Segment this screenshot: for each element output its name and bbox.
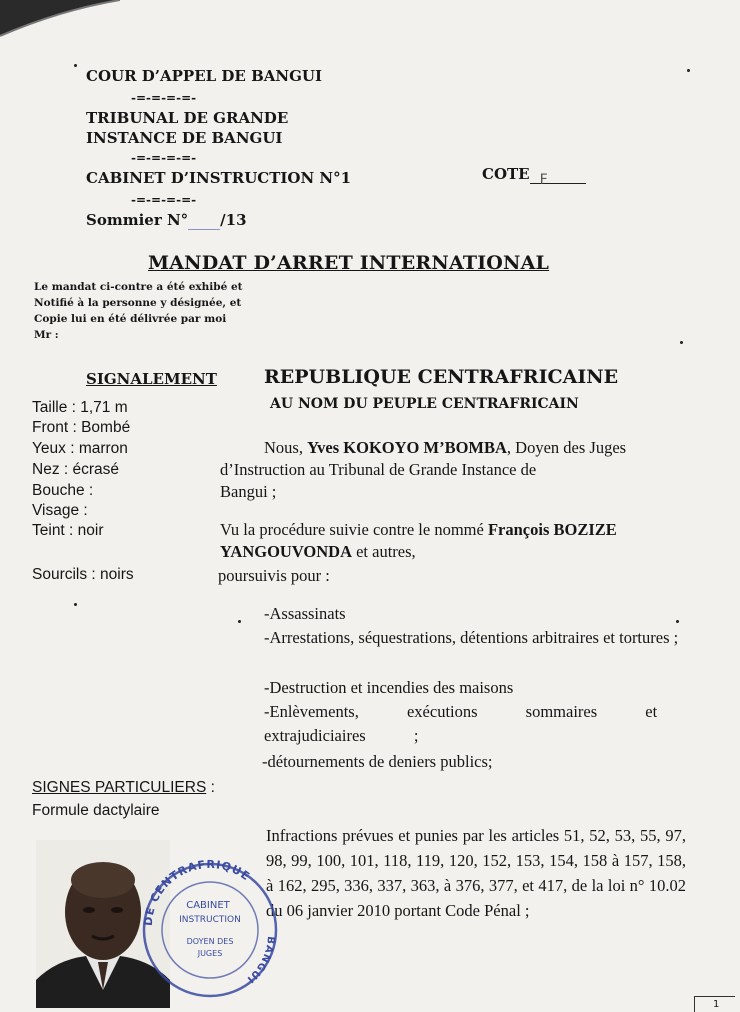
- scan-speck: [74, 64, 77, 67]
- tribunal-line1: TRIBUNAL DE GRANDE: [86, 109, 289, 127]
- notice-line1: Le mandat ci-contre a été exhibé et: [34, 281, 243, 293]
- svg-text:BANGUI: [244, 936, 276, 986]
- body-nous: [264, 436, 626, 460]
- infractions-paragraph: Infractions prévues et punies par les articles 51, 52, 53, 55, 97, 98, 99, 100, 101, 118, 119, 120, 152, 153, 154, 158 à 157, 158, à 162, 295, 336, 337, 363, à 376, 377, et 417, de la loi n° 10.02 du 06 janvier 2010 portant Code Pénal ;: [266, 826, 686, 920]
- scan-corner-shadow: [0, 0, 120, 40]
- charge-item: -Enlèvements, exécutions sommaires et extrajudiciaires ;: [264, 702, 658, 745]
- stamp-line4: JUGES: [197, 949, 223, 958]
- poursuivis: poursuivis pour :: [218, 566, 330, 585]
- body-line2: d’Instruction au Tribunal de Grande Instance de: [220, 460, 537, 479]
- sourcils: Sourcils : noirs: [32, 566, 134, 583]
- signes-label: SIGNES PARTICULIERS: [32, 779, 207, 796]
- sommier-blank: [188, 215, 220, 230]
- cabinet-instruction: CABINET D’INSTRUCTION N°1: [86, 169, 352, 187]
- accused-suffix: et autres,: [351, 542, 416, 561]
- official-stamp: [132, 846, 282, 1006]
- charge-item: -détournements de deniers publics;: [262, 752, 493, 771]
- scan-speck: [676, 620, 679, 623]
- signalement-heading: SIGNALEMENT: [86, 370, 217, 388]
- stamp-ring-top: DE CENTRAFRIQUE: [141, 857, 253, 927]
- cote-label: COTE: [482, 165, 530, 183]
- tribunal-line2: INSTANCE DE BANGUI: [86, 129, 283, 147]
- signes-heading: [32, 778, 215, 798]
- scan-speck: [74, 603, 77, 606]
- taille: Taille : 1,71 m: [32, 399, 128, 416]
- notice-line2: Notifié à la personne y désignée, et: [34, 297, 242, 309]
- sommier: [86, 210, 247, 230]
- stamp-ring-bottom: BANGUI: [244, 935, 277, 986]
- separator: -=-=-=-=-: [131, 151, 197, 165]
- page-number-box: [694, 996, 735, 1012]
- front: Front : Bombé: [32, 419, 131, 436]
- peuple-heading: AU NOM DU PEUPLE CENTRAFRICAIN: [270, 396, 579, 412]
- charge-item: -Destruction et incendies des maisons: [264, 678, 514, 697]
- cote: [482, 164, 586, 188]
- visage: Visage :: [32, 502, 88, 519]
- page-number: 1: [713, 999, 720, 1010]
- formule-dactylaire: Formule dactylaire: [32, 802, 160, 819]
- stamp-line3: DOYEN DES: [186, 937, 234, 946]
- charge-item: -Assassinats: [264, 604, 346, 623]
- cote-value: F: [539, 172, 548, 188]
- sommier-suffix: /13: [220, 211, 247, 229]
- bouche: Bouche :: [32, 482, 94, 499]
- scan-speck: [238, 620, 241, 623]
- accused-name-1: François BOZIZE: [487, 520, 617, 539]
- scan-speck: [680, 341, 683, 344]
- judge-name: Yves KOKOYO M’BOMBA: [307, 438, 507, 457]
- notice-line4: Mr :: [34, 329, 59, 341]
- vu-prefix: Vu la procédure suivie contre le nommé: [220, 520, 488, 539]
- body-accused: [220, 540, 416, 564]
- signes-colon: :: [206, 779, 215, 796]
- court-appeal: COUR D’APPEL DE BANGUI: [86, 67, 323, 85]
- body-vu: [220, 518, 617, 542]
- accused-name-2: YANGOUVONDA: [220, 542, 352, 561]
- separator: -=-=-=-=-: [131, 91, 197, 105]
- charge-item: -Arrestations, séquestrations, détentions arbitraires et tortures ;: [264, 628, 679, 647]
- notice-line3: Copie lui en été délivrée par moi: [34, 313, 227, 325]
- stamp-line2: INSTRUCTION: [179, 915, 241, 925]
- teint: Teint : noir: [32, 522, 104, 539]
- stamp-line1: CABINET: [186, 900, 230, 911]
- body-line3: Bangui ;: [220, 482, 277, 501]
- sommier-label: Sommier N°: [86, 211, 189, 229]
- scan-speck: [687, 69, 690, 72]
- republic-heading: REPUBLIQUE CENTRAFRICAINE: [264, 366, 619, 388]
- nous-prefix: Nous,: [264, 438, 308, 457]
- yeux: Yeux : marron: [32, 440, 128, 457]
- cote-field: [530, 169, 586, 188]
- separator: -=-=-=-=-: [131, 193, 197, 207]
- nez: Nez : écrasé: [32, 461, 120, 478]
- document-title: MANDAT D’ARRET INTERNATIONAL: [148, 252, 550, 274]
- nous-suffix: , Doyen des Juges: [506, 438, 627, 457]
